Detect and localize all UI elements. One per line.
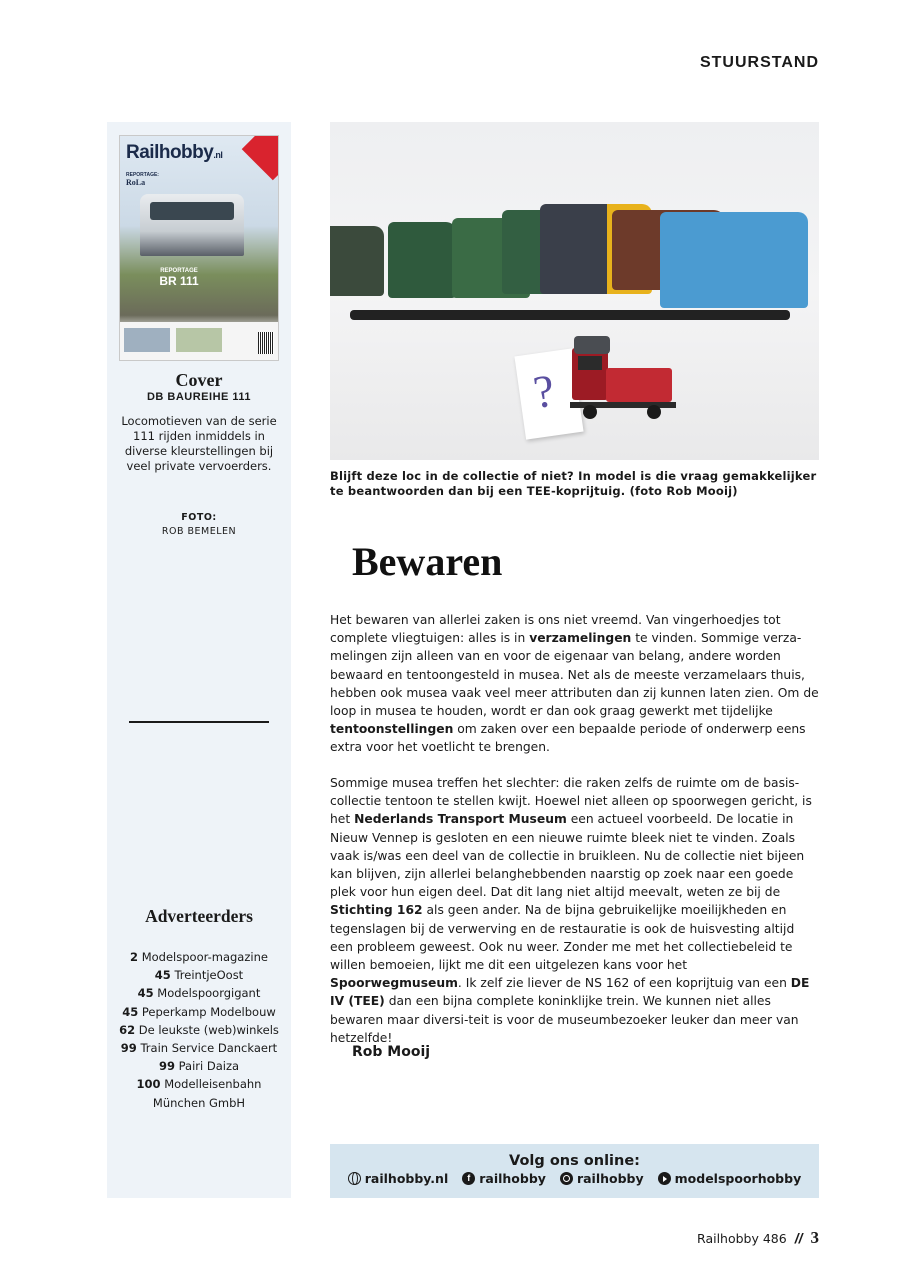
social-link-facebook[interactable]: f railhobby <box>462 1171 546 1186</box>
follow-online-box <box>330 1144 819 1198</box>
section-label: STUURSTAND <box>699 54 819 71</box>
advertiser-item: 62 De leukste (web)winkels <box>119 1022 279 1037</box>
social-link-youtube[interactable]: modelspoorhobby <box>658 1171 802 1186</box>
advertiser-item: 45 Modelspoorgigant <box>137 986 261 1001</box>
facebook-icon: f <box>462 1172 475 1185</box>
cover-train-illustration <box>140 194 244 256</box>
article-paragraph: Het bewaren van allerlei zaken is ons niet vreemd. Van vingerhoedjes tot complete vliegtuigen: alles is in verzamelingen te vinden. Sommige verza-melingen zijn alleen van en voor de eigenaar van belang, andere worden bewaard en tentoongesteld in musea. Net als de meeste verzamelaars thuis, hebben ook musea vaak veel meer attributen dan zij kunnen laten zien. Om de loop in musea te houden, wordt er dan ook graag gewerkt met tijdelijke tentoonstellingen om zaken over een bepaalde periode of onderwerp eens extra voor het voetlicht te brengen. <box>330 613 819 755</box>
social-link-website[interactable]: railhobby.nl <box>348 1171 448 1186</box>
article-paragraph: Sommige musea treffen het slechter: die raken zelfs de ruimte om de basis-collectie tentoon te stellen kwijt. Hoewel niet alleen op spoorwegen gericht, is het Nederlands Transport Museum een actueel voorbeeld. De locatie in Nieuw Vennep is gesloten en een nieuwe ruimte bleek niet te vinden. Zoals vaak is/was een deel van de collectie in bruikleen. Nu de collectie niet bijeen kan blijven, zijn allerlei belanghebbenden naarstig op zoek naar een goede plek voor hun eigen deel. Dat dit lang niet altijd meevalt, weten ze bij de Stichting 162 als geen ander. Na de bijna gebruikelijke moeilijkheden en tegenslagen bij de verwerving en de restauratie is ook de huisvesting altijd een probleem geweest. Ook nu weer. Zonder me met het collectiebeleid te willen bemoeien, lijkt me dit een uitgelezen kans voor het Spoorwegmuseum. Ik zelf zie liever de NS 162 of een koprijtuig van een DE IV (TEE) dan een bijna complete koninklijke trein. We kunnen niet alles bewaren maar diversi-teit is voor de museumbezoeker leuker dan meer van hetzelfde! <box>330 776 812 1045</box>
publication-name: Railhobby 486 <box>697 1231 787 1246</box>
advertiser-item: 99 Pairi Daiza <box>158 1059 240 1074</box>
advertiser-item: 99 Train Service Danckaert <box>120 1041 278 1056</box>
advertisers-list <box>113 948 285 1112</box>
cover-subtitle: DB BAUREIHE 111 <box>146 391 252 403</box>
cover-logo: Railhobby.nl <box>126 142 223 163</box>
social-links <box>330 1171 819 1186</box>
photo-label: FOTO: <box>181 512 217 523</box>
cover-thumbnail <box>124 328 170 352</box>
red-shunter-model <box>570 330 680 420</box>
advertisers-heading: Adverteerders <box>145 906 253 926</box>
social-link-instagram[interactable]: railhobby <box>560 1171 644 1186</box>
sidebar-divider <box>129 721 269 723</box>
locomotive-wheels <box>350 310 790 320</box>
locomotive-model <box>388 222 456 298</box>
globe-icon <box>348 1172 361 1185</box>
advertiser-item: 45 Peperkamp Modelbouw <box>122 1004 276 1019</box>
footer-separator: // <box>794 1230 803 1246</box>
cover-description: Locomotieven van de serie 111 rijden inmiddels in diverse kleurstellingen bij veel private vervoerders. <box>121 414 277 473</box>
article-headline: Bewaren <box>352 539 503 584</box>
advertiser-item: 45 TreintjeOost <box>154 968 244 983</box>
youtube-icon <box>658 1172 671 1185</box>
cover-big-label: REPORTAGE BR 111 <box>159 268 199 288</box>
cover-corner-banner <box>242 135 279 180</box>
cover-title: Cover <box>175 370 223 390</box>
photo-caption: Blijft deze loc in de collectie of niet? In model is die vraag gemakkelijker te beantwoorden dan bij een TEE-koprijtuig. (foto Rob Mooij) <box>330 469 817 498</box>
locomotive-model <box>660 212 808 308</box>
cover-bottom-strip <box>120 322 278 360</box>
question-card: ? <box>514 348 583 439</box>
cover-feature: RoLa <box>126 178 146 187</box>
cover-thumbnail <box>176 328 222 352</box>
photo-credit: ROB BEMELEN <box>161 526 237 537</box>
hero-photo <box>330 122 819 460</box>
advertiser-item: 2 Modelspoor-magazine <box>130 950 268 964</box>
advertiser-item: 100 Modelleisenbahn München GmbH <box>136 1077 262 1110</box>
follow-heading: Volg ons online: <box>509 1153 640 1169</box>
barcode-icon <box>258 332 274 354</box>
cover-image <box>119 135 279 361</box>
page-number: 3 <box>810 1228 819 1247</box>
sidebar <box>107 122 291 1198</box>
page-footer <box>697 1228 819 1248</box>
article-author: Rob Mooij <box>352 1044 431 1060</box>
instagram-icon <box>560 1172 573 1185</box>
cover-reportage-label: REPORTAGE: <box>126 172 159 178</box>
locomotive-model <box>330 226 384 296</box>
